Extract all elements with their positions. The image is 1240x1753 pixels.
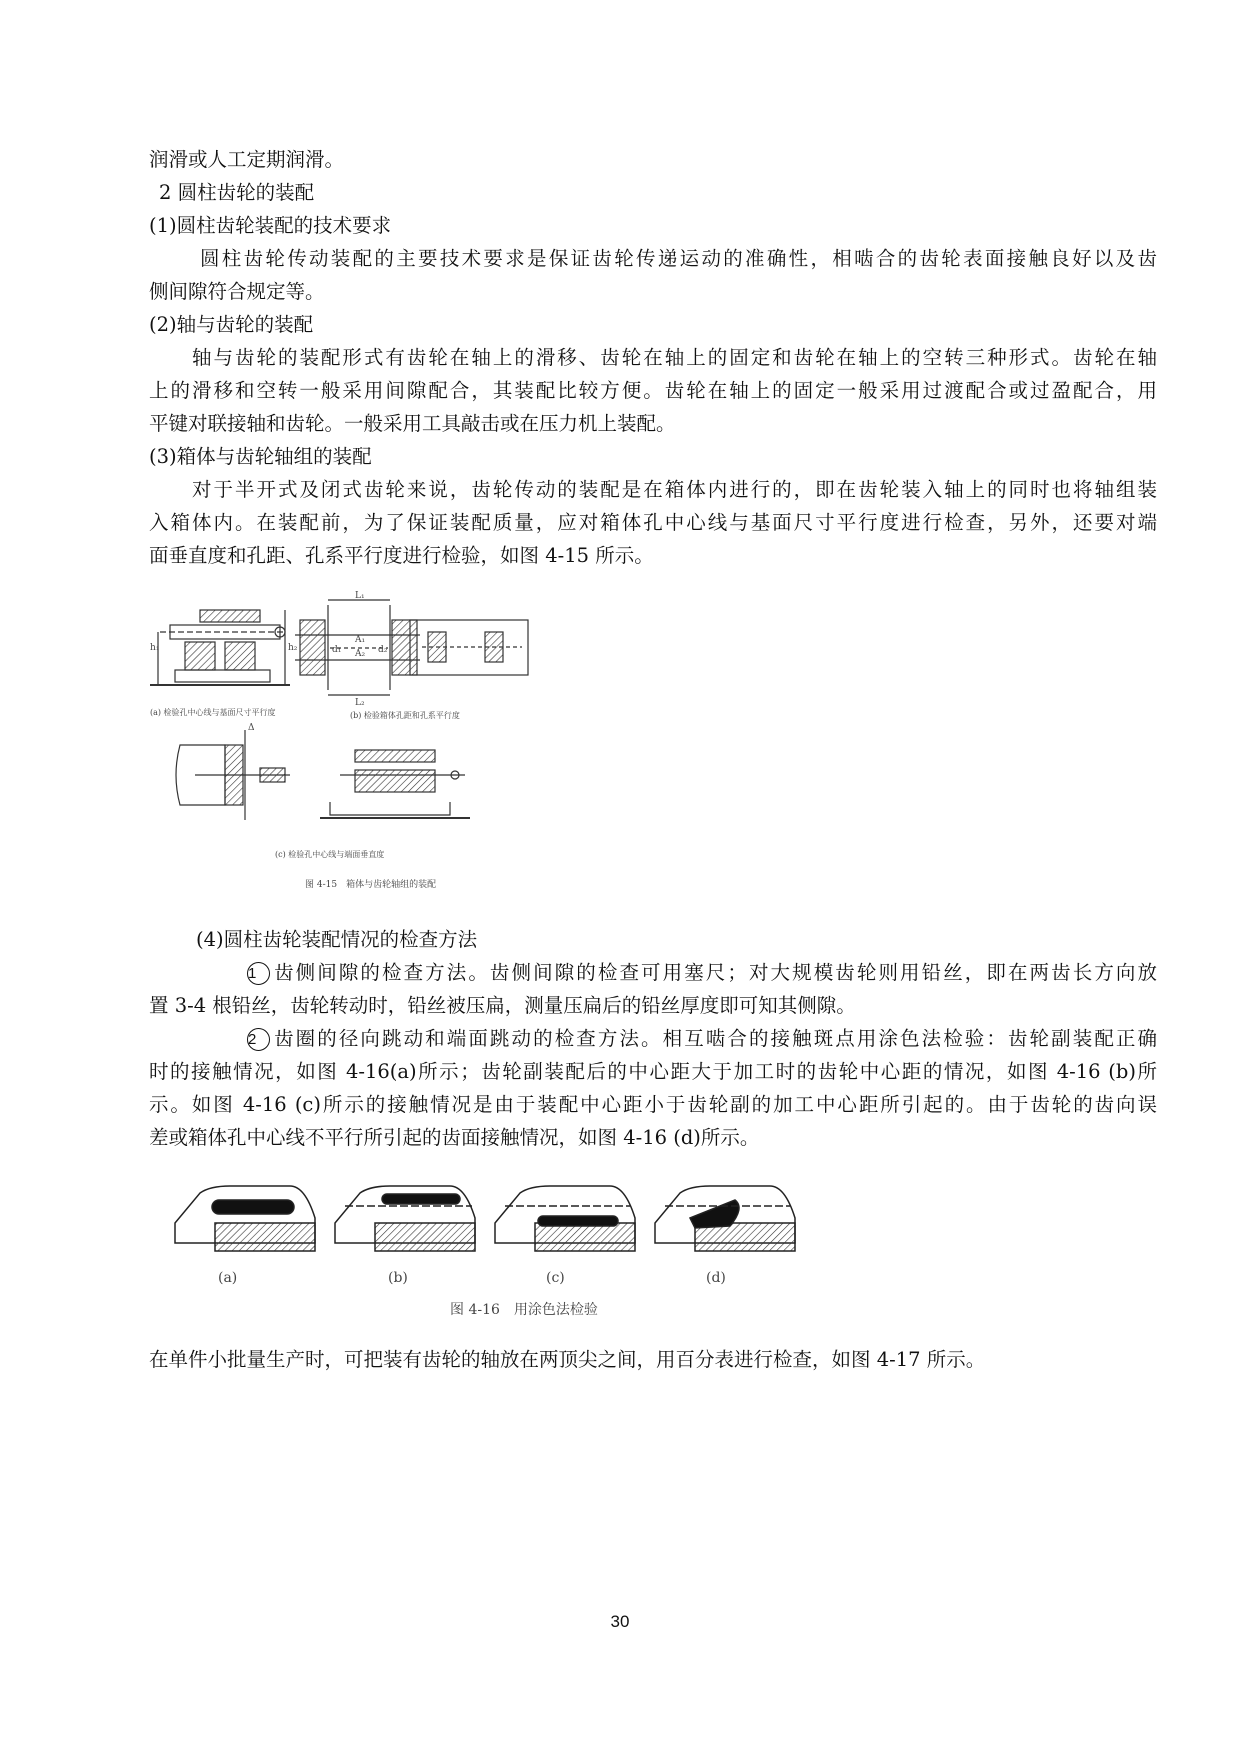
svg-text:d₂: d₂: [378, 645, 388, 655]
paragraph-line: 圆柱齿轮传动装配的主要技术要求是保证齿轮传递运动的准确性，相啮合的齿轮表面接触良好以及齿: [200, 247, 1157, 270]
figure-416-tooth-a: [175, 1186, 315, 1251]
paragraph-line: 入箱体内。在装配前，为了保证装配质量，应对箱体孔中心线与基面尺寸平行度进行检查，另外，还要对端: [149, 511, 1157, 534]
paragraph-continuation: 润滑或人工定期润滑。: [149, 148, 345, 171]
figure-415-part-b: [295, 600, 528, 695]
paragraph-line: 轴与齿轮的装配形式有齿轮在轴上的滑移、齿轮在轴上的固定和齿轮在轴上的空转三种形式。齿轮在轴: [192, 346, 1157, 369]
figure-415-caption-b: (b) 检验箱体孔距和孔系平行度: [350, 711, 460, 720]
paragraph-last: 在单件小批量生产时，可把装有齿轮的轴放在两顶尖之间，用百分表进行检查，如图 4-17 所示。: [149, 1348, 986, 1371]
figure-415-caption-c: (c) 检验孔中心线与端面垂直度: [275, 850, 385, 859]
subheading-box-shaft-assembly: (3)箱体与齿轮轴组的装配: [149, 445, 372, 468]
paragraph-line: 对于半开式及闭式齿轮来说，齿轮传动的装配是在箱体内进行的，即在齿轮装入轴上的同时也将轴组装: [192, 478, 1157, 501]
section-heading: 2 圆柱齿轮的装配: [159, 181, 315, 204]
figure-416-tooth-b: [335, 1186, 475, 1251]
circled-number-2: 2: [247, 1028, 270, 1051]
svg-text:A₂: A₂: [355, 649, 366, 659]
figure-416-tooth-d: [655, 1186, 795, 1251]
svg-text:L₁: L₁: [355, 591, 365, 601]
circled-number-1: 1: [247, 962, 270, 985]
paragraph-line: 平键对联接轴和齿轮。一般采用工具敲击或在压力机上装配。: [149, 412, 676, 435]
paragraph-line: 差或箱体孔中心线不平行所引起的齿面接触情况，如图 4-16 (d)所示。: [149, 1126, 760, 1149]
figure-416-label-a: (a): [218, 1270, 238, 1286]
paragraph-line: 1 齿侧间隙的检查方法。齿侧间隙的检查可用塞尺；对大规模齿轮则用铅丝，即在两齿长方向放: [248, 961, 1157, 984]
subheading-shaft-gear-assembly: (2)轴与齿轮的装配: [149, 313, 314, 336]
figure-4-16: [170, 1178, 800, 1328]
svg-text:A₁: A₁: [355, 635, 366, 645]
svg-text:h₂: h₂: [288, 643, 298, 653]
figure-416-tooth-c: [495, 1186, 635, 1251]
paragraph-line: 时的接触情况，如图 4-16(a)所示；齿轮副装配后的中心距大于加工时的齿轮中心距的情况，如图 4-16 (b)所: [149, 1060, 1157, 1083]
figure-415-part-c: [176, 730, 470, 820]
svg-text:L₂: L₂: [355, 698, 365, 708]
svg-text:d₁: d₁: [332, 645, 342, 655]
svg-text:Δ: Δ: [248, 723, 255, 733]
figure-415-caption-a: (a) 检验孔中心线与基面尺寸平行度: [150, 708, 276, 717]
paragraph-line: 侧间隙符合规定等。: [149, 280, 325, 303]
figure-415-part-a: [150, 610, 290, 685]
paragraph-line: 面垂直度和孔距、孔系平行度进行检验，如图 4-15 所示。: [149, 544, 654, 567]
figure-416-label-c: (c): [546, 1270, 565, 1286]
paragraph-line: 置 3-4 根铅丝，齿轮转动时，铅丝被压扁，测量压扁后的铅丝厚度即可知其侧隙。: [149, 994, 856, 1017]
figure-416-label-d: (d): [706, 1270, 726, 1286]
paragraph-line: 上的滑移和空转一般采用间隙配合，其装配比较方便。齿轮在轴上的固定一般采用过渡配合或过盈配合，用: [149, 379, 1157, 402]
figure-416-caption: 图 4-16 用涂色法检验: [450, 1302, 598, 1318]
paragraph-line: 2 齿圈的径向跳动和端面跳动的检查方法。相互啮合的接触斑点用涂色法检验：齿轮副装配正确: [248, 1027, 1157, 1050]
figure-415-title: 图 4-15 箱体与齿轮轴组的装配: [305, 880, 437, 890]
svg-text:h₁: h₁: [150, 643, 160, 653]
subheading-technical-requirements: (1)圆柱齿轮装配的技术要求: [149, 214, 392, 237]
subheading-inspection-methods: (4)圆柱齿轮装配情况的检查方法: [196, 928, 478, 951]
paragraph-line: 示。如图 4-16 (c)所示的接触情况是由于装配中心距小于齿轮副的加工中心距所引起的。由于齿轮的齿向误: [149, 1093, 1157, 1116]
figure-416-label-b: (b): [388, 1270, 408, 1286]
figure-4-15: [150, 590, 590, 900]
page-number: 30: [610, 1612, 630, 1631]
